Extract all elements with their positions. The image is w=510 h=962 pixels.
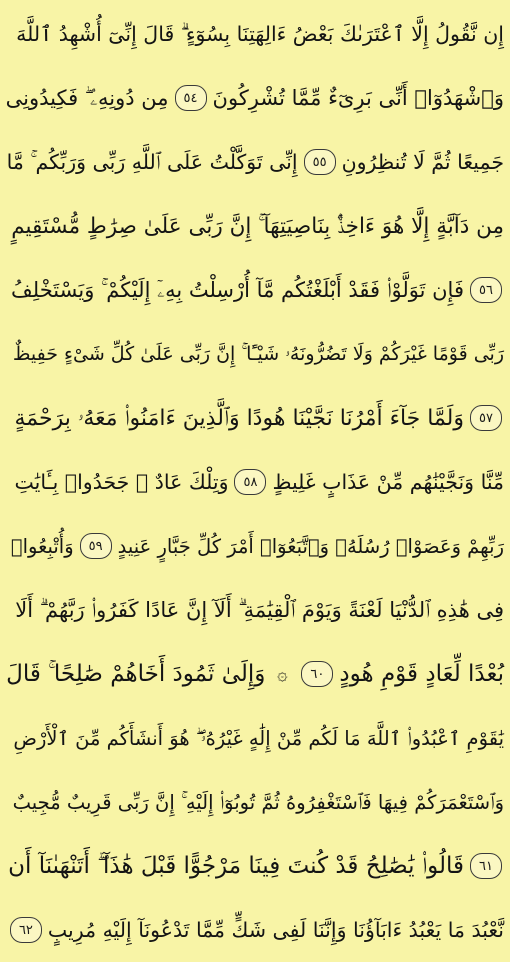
ayah-number-marker: ٥٤ [175,85,207,111]
verse-line [4,450,506,514]
ayah-number-marker: ٥٥ [304,149,336,175]
verse-text: يَٰقَوْمِ ٱعْبُدُوا۟ ٱللَّهَ مَا لَكُم مِّنْ إِلَٰهٍ غَيْرُهُۥ ۖ هُوَ أَنشَأَكُم مِّنَ ٱلْأَرْضِ [13,726,504,750]
verse-text: مِن دُونِهِۦ ۖ فَكِيدُونِى [5,85,169,110]
verse-text: بُعْدًا لِّعَادٍ قَوْمِ هُودٍ [339,661,504,687]
verse-line [4,770,506,834]
verse-text: قَالُوا۟ يَٰصَٰلِحُ قَدْ كُنتَ فِينَا مَرْجُوًّا قَبْلَ هَٰذَآ ۖ أَتَنْهَىٰنَآ أَن [8,853,464,879]
verse-text: مِن دَآبَّةٍ إِلَّا هُوَ ءَاخِذٌۢ بِنَاصِيَتِهَآ ۚ إِنَّ رَبِّى عَلَىٰ صِرَٰطٍ مُّسْتَقِيمٍ [11,213,504,239]
verse-line [4,258,506,322]
verse-text: نَّعْبُدَ مَا يَعْبُدُ ءَابَآؤُنَا وَإِنَّنَا لَفِى شَكٍّ مِّمَّا تَدْعُونَآ إِلَيْهِ مُرِيبٍ [47,918,504,942]
ayah-number-marker: ٦١ [470,853,502,879]
ayah-number-marker: ٥٧ [470,405,502,431]
verse-text: وَلَمَّا جَآءَ أَمْرُنَا نَجَّيْنَا هُودًا وَٱلَّذِينَ ءَامَنُوا۟ مَعَهُۥ بِرَحْمَةٍ [14,405,464,431]
verse-line [4,642,506,706]
verse-text: فِى هَٰذِهِ ٱلدُّنْيَا لَعْنَةً وَيَوْمَ ٱلْقِيَٰمَةِ ۗ أَلَآ إِنَّ عَادًا كَفَرُوا۟ رَبَّهُمْ ۗ أَلَا [15,597,504,622]
verse-line [4,130,506,194]
ayah-number-marker: ٥٨ [234,469,266,495]
verse-line [4,706,506,770]
verse-text: وَٱسْتَعْمَرَكُمْ فِيهَا فَٱسْتَغْفِرُوهُ ثُمَّ تُوبُوٓا۟ إِلَيْهِ ۚ إِنَّ رَبِّى قَرِيبٌ مُّجِيبٌ [12,790,504,814]
ayah-number-marker: ٥٦ [470,277,502,303]
verse-text: رَبِّهِمْ وَعَصَوْا۟ رُسُلَهُۥ وَٱتَّبَعُوٓا۟ أَمْرَ كُلِّ جَبَّارٍ عَنِيدٍ [117,534,504,558]
verse-text: وَٱشْهَدُوٓا۟ أَنِّى بَرِىٓءٌ مِّمَّا تُشْرِكُونَ [212,86,504,110]
verse-text: إِن نَّقُولُ إِلَّا ٱعْتَرَىٰكَ بَعْضُ ءَالِهَتِنَا بِسُوٓءٍ ۗ قَالَ إِنِّىٓ أُشْهِدُ ٱللَّهَ [16,21,504,46]
verse-text: وَتِلْكَ عَادٌ ۖ جَحَدُوا۟ بِـَٔايَٰتِ [14,470,229,494]
verse-line [4,386,506,450]
verse-text: جَمِيعًا ثُمَّ لَا تُنظِرُونِ [341,150,504,174]
verse-line [4,898,506,962]
verse-text: رَبِّى قَوْمًا غَيْرَكُمْ وَلَا تَضُرُّونَهُۥ شَيْـًٔا ۚ إِنَّ رَبِّى عَلَىٰ كُلِّ شَىْءٍ حَفِيظٌ [12,343,504,365]
verse-line [4,2,506,66]
verse-line [4,66,506,130]
verse-text: وَأُتْبِعُوا۟ [10,534,74,558]
verse-text: مِّنَّا وَنَجَّيْنَٰهُم مِّنْ عَذَابٍ غَلِيظٍ [272,470,504,494]
verse-line [4,322,506,386]
ayah-number-marker: ٦٠ [301,661,333,687]
ayah-number-marker: ٦٢ [10,917,42,943]
rub-el-hizb-icon: ۞ [277,663,288,685]
verse-line [4,514,506,578]
verse-text: فَإِن تَوَلَّوْا۟ فَقَدْ أَبْلَغْتُكُم مَّآ أُرْسِلْتُ بِهِۦٓ إِلَيْكُمْ ۚ وَيَسْتَخْلِفُ [11,277,464,302]
verse-text: وَإِلَىٰ ثَمُودَ أَخَاهُمْ صَٰلِحًا ۚ قَالَ [6,661,266,687]
ayah-number-marker: ٥٩ [80,533,112,559]
verse-line [4,834,506,898]
verse-text: إِنِّى تَوَكَّلْتُ عَلَى ٱللَّهِ رَبِّى وَرَبِّكُم ۚ مَّا [6,149,298,174]
verse-line [4,194,506,258]
verse-line [4,578,506,642]
